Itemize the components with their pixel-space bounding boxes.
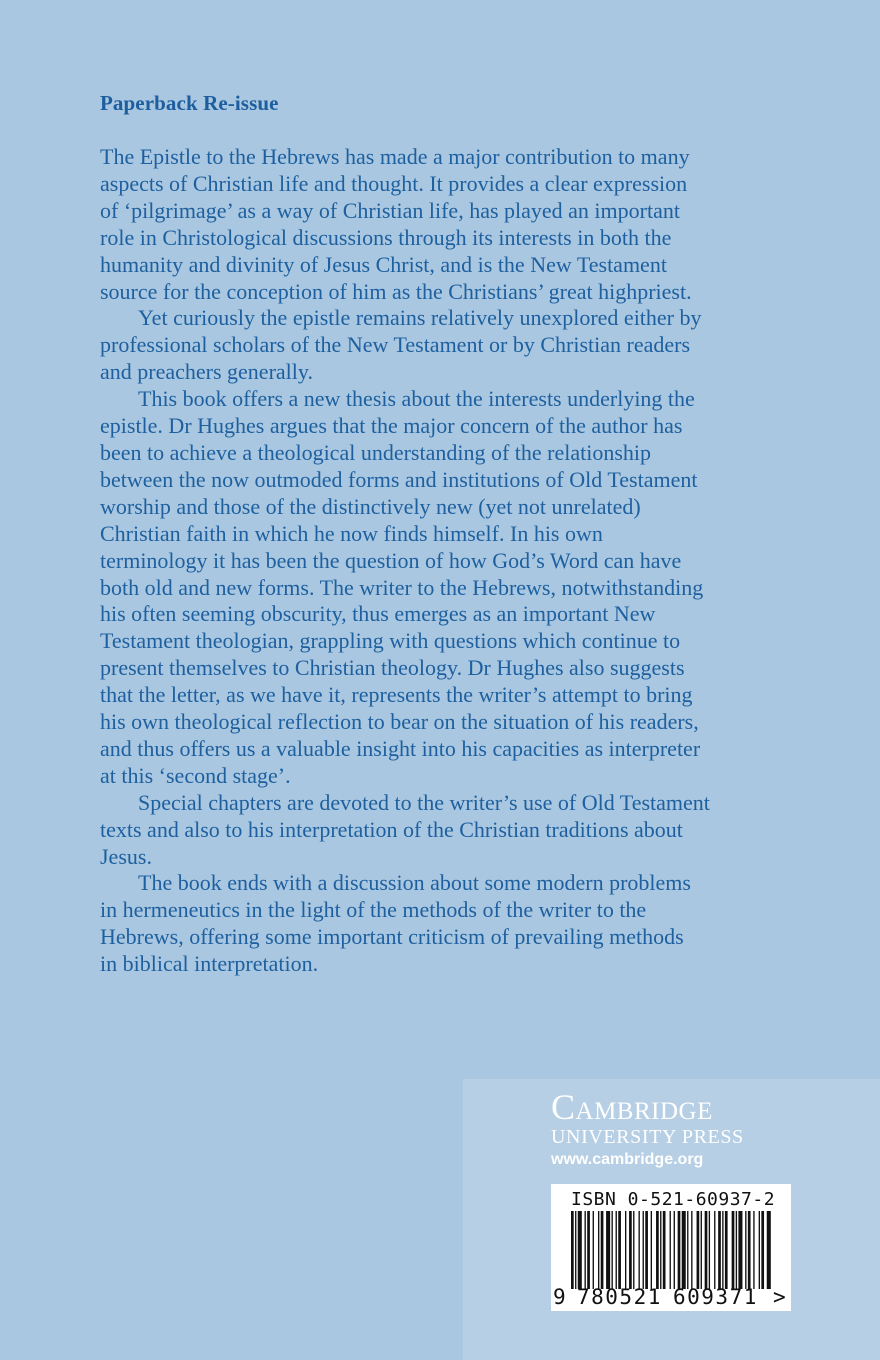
barcode-bar — [732, 1211, 735, 1289]
barcode-bar — [656, 1211, 659, 1289]
blurb-text — [100, 144, 800, 978]
barcode-bar — [571, 1211, 574, 1289]
publisher-url[interactable]: www.cambridge.org — [551, 1151, 704, 1168]
barcode-bar — [718, 1211, 721, 1289]
barcode-bar — [748, 1211, 751, 1289]
isbn-barcode — [551, 1184, 791, 1311]
barcode-bar — [767, 1211, 771, 1289]
barcode-digit-lead: 9 — [553, 1285, 566, 1309]
barcode-bar — [593, 1211, 594, 1289]
blurb-paragraph-3: This book offers a new thesis about the interests underlying the epistle. Dr Hughes argues that the major concern of the author has been to achieve a theological understanding of the relationship between the now outmoded forms and institutions of Old Testament worship and those of the distinctively new (yet not unrelated) Christian faith in which he now finds himself. In his own terminology it has been the question of how God’s Word can have both old and new forms. The writer to the Hebrews, notwithstanding his often seeming obscurity, thus emerges as an important New Testament theologian, grappling with questions which continue to present themselves to Christian theology. Dr Hughes also suggests that the letter, as we have it, represents the writer’s attempt to bring his own theological reflection to bear on the situation of his readers, and thus offers us a valuable insight into his capacities as interpreter at this ‘second stage’. — [100, 386, 704, 788]
barcode-bar — [575, 1211, 576, 1289]
barcode-bar — [651, 1211, 652, 1289]
barcode-bar — [697, 1211, 700, 1289]
barcode-bar — [629, 1211, 632, 1289]
blurb-paragraph-5: The book ends with a discussion about some modern problems in hermeneutics in the light of the methods of the writer to the Hebrews, offering some important criticism of prevailing methods in biblical interpretation. — [100, 870, 691, 977]
page-heading: Paperback Re-issue — [100, 91, 279, 115]
barcode-bar — [687, 1211, 688, 1289]
barcode-bar — [663, 1211, 666, 1289]
barcode-bar — [612, 1211, 613, 1289]
barcode-bar — [722, 1211, 723, 1289]
barcode-bar — [606, 1211, 610, 1289]
barcode-digits-left: 780521 — [577, 1285, 662, 1309]
publisher-panel — [463, 1079, 880, 1360]
barcode-bar — [759, 1211, 760, 1289]
blurb-paragraph-4: Special chapters are devoted to the writer’s use of Old Testament texts and also to his interpretation of the Christian traditions about Jesus. — [100, 789, 710, 869]
barcode-bar — [578, 1211, 582, 1289]
barcode-bar — [701, 1211, 702, 1289]
barcode-bar — [670, 1211, 671, 1289]
barcode-bar — [753, 1211, 754, 1289]
barcode-bar — [705, 1211, 708, 1289]
barcode-bar — [625, 1211, 626, 1289]
barcode-digits — [551, 1285, 791, 1309]
barcode-bar — [691, 1211, 692, 1289]
barcode-bar — [714, 1211, 715, 1289]
barcode-bar — [709, 1211, 710, 1289]
barcode-bar — [682, 1211, 686, 1289]
barcode-bar — [678, 1211, 681, 1289]
barcode-bar — [587, 1211, 590, 1289]
barcode-bar — [674, 1211, 675, 1289]
barcode-bar — [585, 1211, 586, 1289]
barcode-bar — [736, 1211, 737, 1289]
barcode-bar — [738, 1211, 742, 1289]
barcode-bar — [643, 1211, 644, 1289]
barcode-bar — [645, 1211, 648, 1289]
blurb-paragraph-1: The Epistle to the Hebrews has made a major contribution to many aspects of Christian life and thought. It provides a clear expression of ‘pilgrimage’ as a way of Christian life, has played an important role in Christological discussions through its interests in both the humanity and divinity of Jesus Christ, and is the New Testament source for the conception of him as the Christians’ great highpriest. — [100, 144, 692, 304]
publisher-logo-name: Cambridge — [551, 1087, 713, 1127]
isbn-number: ISBN 0-521-60937-2 — [571, 1189, 776, 1210]
barcode-bar — [761, 1211, 764, 1289]
barcode-bar — [616, 1211, 617, 1289]
barcode-quiet-mark: > — [773, 1285, 786, 1309]
barcode-bar — [725, 1211, 728, 1289]
barcode-bar — [601, 1211, 604, 1289]
publisher-logo-subtitle: UNIVERSITY PRESS — [551, 1126, 744, 1148]
barcode-bar — [745, 1211, 746, 1289]
blurb-paragraph-2: Yet curiously the epistle remains relatively unexplored either by professional scholars of the New Testament or by Christian readers and preachers generally. — [100, 305, 702, 385]
barcode-digits-right: 609371 — [673, 1285, 758, 1309]
barcode-bar — [639, 1211, 640, 1289]
barcode-bar — [633, 1211, 634, 1289]
barcode-bars — [571, 1211, 771, 1289]
barcode-bar — [618, 1211, 621, 1289]
barcode-bar — [660, 1211, 661, 1289]
barcode-bar — [598, 1211, 599, 1289]
